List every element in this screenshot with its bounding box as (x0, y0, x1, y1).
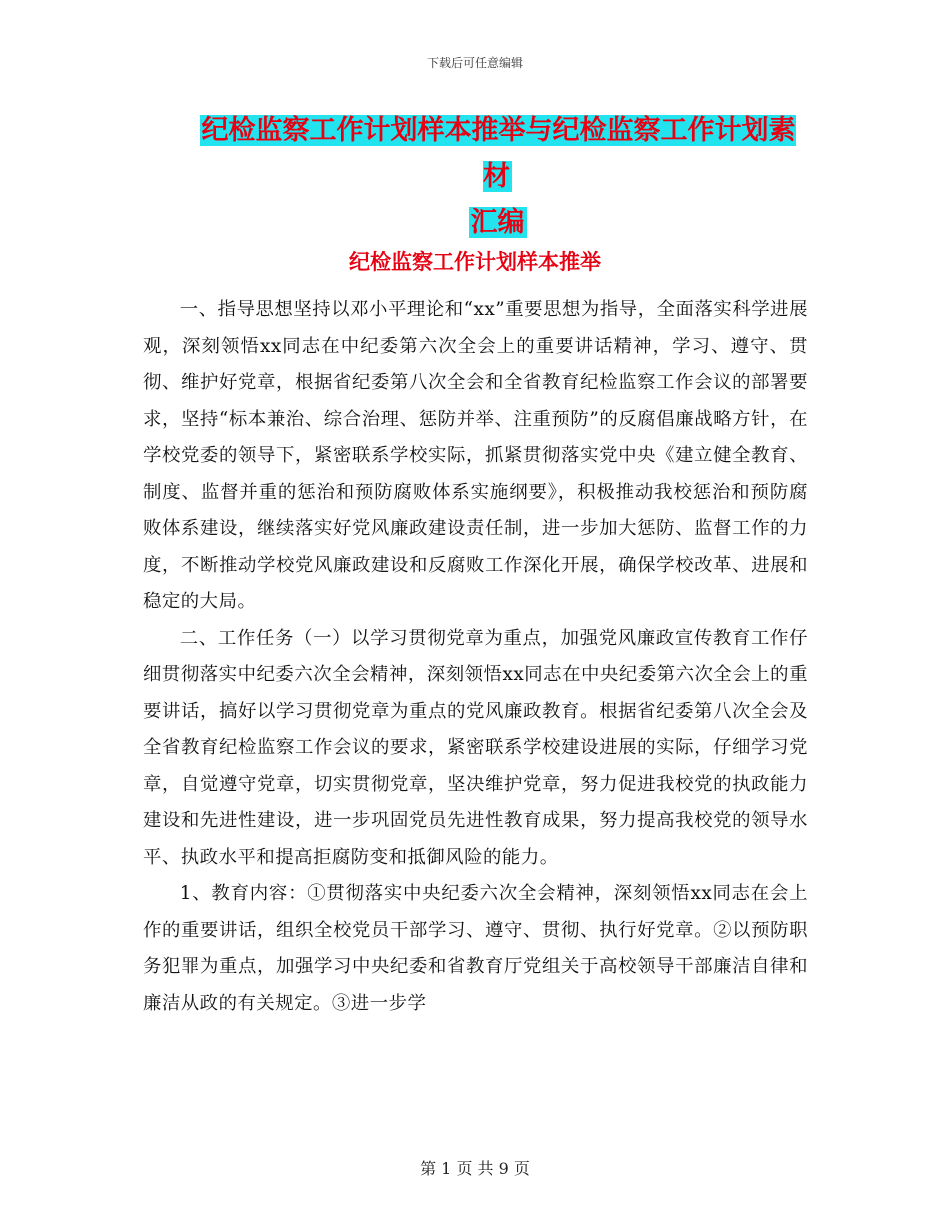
document-title-line-2: 汇编 (470, 207, 525, 238)
paragraph-education-content: 1、教育内容：①贯彻落实中央纪委六次全会精神，深刻领悟xx同志在会上作的重要讲话，组织全校党员干部学习、遵守、贯彻、执行好党章。②以预防职务犯罪为重点，加强学习中央纪委和省教育厅党组关于高校领导干部廉洁自律和廉洁从政的有关规定。③进一步学 (143, 883, 808, 1014)
section-title: 纪检监察工作计划样本推举 (349, 250, 601, 274)
document-title (190, 108, 805, 246)
paragraph-work-tasks: 二、工作任务（一）以学习贯彻党章为重点，加强党风廉政宣传教育工作仔细贯彻落实中纪委六次全会精神，深刻领悟xx同志在中央纪委第六次全会上的重要讲话，搞好以学习贯彻党章为重点的党风廉政教育。根据省纪委第八次全会及全省教育纪检监察工作会议的要求，紧密联系学校建设进展的实际，仔细学习党章，自觉遵守党章，切实贯彻党章，坚决维护党章，努力促进我校党的执政能力建设和先进性建设，进一步巩固党员先进性教育成果，努力提高我校党的领导水平、执政水平和提高拒腐防变和抵御风险的能力。 (143, 627, 808, 868)
document-title-line-1: 纪检监察工作计划样本推举与纪检监察工作计划素材 (201, 115, 796, 192)
page-number-footer: 第 1 页 共 9 页 (420, 1159, 530, 1178)
header-note: 下载后可任意编辑 (426, 56, 523, 70)
paragraph-guiding-ideology: 一、指导思想坚持以邓小平理论和“xx”重要思想为指导，全面落实科学进展观，深刻领悟xx同志在中纪委第六次全会上的重要讲话精神，学习、遵守、贯彻、维护好党章，根据省纪委第八次全会和全省教育纪检监察工作会议的部署要求，坚持“标本兼治、综合治理、惩防并举、注重预防”的反腐倡廉战略方针，在学校党委的领导下，紧密联系学校实际，抓紧贯彻落实党中央《建立健全教育、制度、监督并重的惩治和预防腐败体系实施纲要》，积极推动我校惩治和预防腐败体系建设，继续落实好党风廉政建设责任制，进一步加大惩防、监督工作的力度，不断推动学校党风廉政建设和反腐败工作深化开展，确保学校改革、进展和稳定的大局。 (143, 299, 808, 612)
document-body (143, 292, 808, 1022)
